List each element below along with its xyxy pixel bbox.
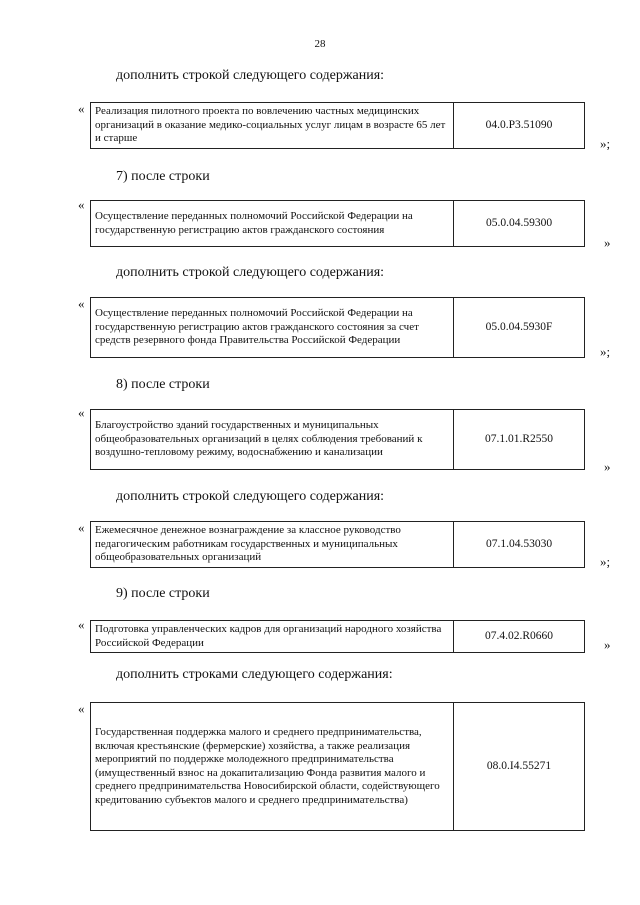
close-quote: » — [604, 235, 611, 250]
budget-table — [90, 620, 585, 653]
page-number: 28 — [314, 38, 326, 50]
close-quote: »; — [600, 136, 611, 151]
open-quote: « — [78, 405, 85, 420]
budget-table — [90, 200, 585, 247]
open-quote: « — [78, 520, 85, 535]
row-code: 08.0.I4.55271 — [454, 703, 585, 831]
row-name: Подготовка управленческих кадров для организаций народного хозяйства Российской Федерации — [91, 621, 454, 653]
open-quote: « — [78, 701, 85, 716]
row-code: 05.0.04.59300 — [454, 201, 585, 247]
close-quote: » — [604, 459, 611, 474]
paragraph-add-row: дополнить строкой следующего содержания: — [116, 265, 385, 280]
open-quote: « — [78, 296, 85, 311]
open-quote: « — [78, 101, 85, 116]
table-row — [91, 703, 585, 831]
paragraph-add-rows: дополнить строками следующего содержания: — [116, 667, 393, 682]
row-code: 07.1.01.R2550 — [454, 410, 585, 470]
table-row — [91, 298, 585, 358]
paragraph-after-row: 9) после строки — [116, 586, 210, 601]
table-row — [91, 522, 585, 568]
row-name: Реализация пилотного проекта по вовлечению частных медицинских организаций в оказание медико-социальных услуг лицам в возрасте 65 лет и старше — [91, 103, 454, 149]
row-code: 07.1.04.53030 — [454, 522, 585, 568]
open-quote: « — [78, 197, 85, 212]
table-row — [91, 410, 585, 470]
open-quote: « — [78, 617, 85, 632]
close-quote: »; — [600, 554, 611, 569]
paragraph-add-row: дополнить строкой следующего содержания: — [116, 68, 385, 83]
row-code: 04.0.P3.51090 — [454, 103, 585, 149]
budget-table — [90, 521, 585, 568]
row-name: Государственная поддержка малого и среднего предпринимательства, включая крестьянские (фермерские) хозяйства, а также реализация мероприятий по поддержке молодежного предпринимательства (имущественный взнос на докапитализацию Фонда развития малого и среднего предпринимательства Новосибирской области, содействующего кредитованию субъектов малого и среднего предпринимательства) — [91, 703, 454, 831]
budget-table — [90, 102, 585, 149]
budget-table — [90, 702, 585, 831]
budget-table — [90, 297, 585, 358]
row-name: Осуществление переданных полномочий Российской Федерации на государственную регистрацию актов гражданского состояния за счет средств резервного фонда Правительства Российской Федерации — [91, 298, 454, 358]
paragraph-after-row: 7) после строки — [116, 169, 210, 184]
close-quote: » — [604, 637, 611, 652]
paragraph-after-row: 8) после строки — [116, 377, 210, 392]
row-name: Ежемесячное денежное вознаграждение за классное руководство педагогическим работникам государственных и муниципальных общеобразовательных организаций — [91, 522, 454, 568]
table-row — [91, 201, 585, 247]
table-row — [91, 621, 585, 653]
row-name: Осуществление переданных полномочий Российской Федерации на государственную регистрацию актов гражданского состояния — [91, 201, 454, 247]
table-row — [91, 103, 585, 149]
row-code: 05.0.04.5930F — [454, 298, 585, 358]
paragraph-add-row: дополнить строкой следующего содержания: — [116, 489, 385, 504]
close-quote: »; — [600, 344, 611, 359]
row-code: 07.4.02.R0660 — [454, 621, 585, 653]
budget-table — [90, 409, 585, 470]
row-name: Благоустройство зданий государственных и муниципальных общеобразовательных организаций в целях соблюдения требований к воздушно-тепловому режиму, водоснабжению и канализации — [91, 410, 454, 470]
